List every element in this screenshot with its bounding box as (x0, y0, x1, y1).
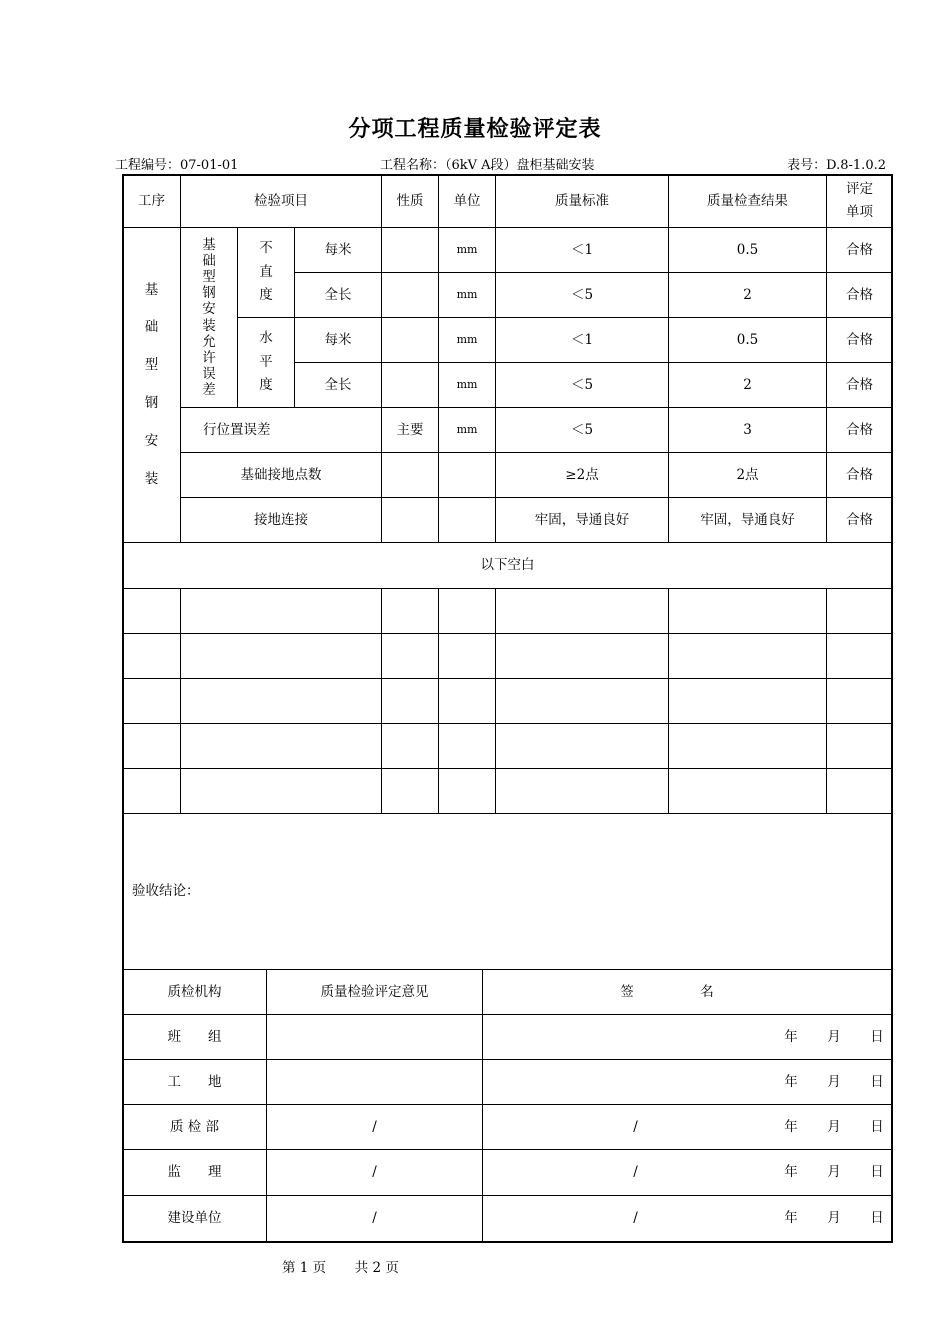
date-year: 年 (784, 1210, 798, 1227)
col-header-item: 检验项目 (254, 192, 308, 209)
process-name-char: 型 (144, 357, 159, 374)
row-divider (123, 723, 892, 724)
signoff-header-org: 质检机构 (167, 983, 222, 1000)
signoff-opinion-owner: / (372, 1210, 377, 1227)
col-header-result: 质量检查结果 (707, 192, 788, 209)
row6-result: 2点 (736, 466, 759, 483)
row1-item: 每米 (324, 241, 352, 258)
row2-result: 2 (743, 286, 752, 303)
group-label-char: 型 (202, 268, 216, 285)
date-month: 月 (827, 1028, 841, 1045)
row2-item: 全长 (324, 286, 352, 303)
group-label-char: 误 (202, 366, 216, 383)
subgroup-label-char: 水 (259, 330, 273, 347)
date-year: 年 (784, 1164, 798, 1181)
process-name-char: 础 (144, 319, 159, 336)
group-label-char: 装 (202, 317, 216, 334)
row7-unit (439, 498, 495, 542)
row1-eval: 合格 (846, 241, 873, 258)
signoff-header-opinion: 质量检验评定意见 (320, 983, 429, 1000)
col-divider (826, 588, 827, 813)
subgroup-label-char: 直 (259, 263, 273, 280)
row5-item: 行位置误差 (203, 421, 271, 438)
process-name (123, 228, 180, 542)
col-divider (381, 588, 382, 813)
row4-eval: 合格 (846, 376, 873, 393)
signoff-opinion-qc-dept: / (372, 1118, 377, 1135)
row6-item: 基础接地点数 (240, 466, 322, 483)
page-total: 共 2 页 (354, 1260, 399, 1276)
row5-eval: 合格 (846, 421, 873, 438)
row5-standard: ＜5 (570, 421, 594, 438)
row-divider (123, 633, 892, 634)
row1-unit: mm (456, 243, 478, 257)
col-header-process: 工序 (138, 192, 165, 209)
row7-eval: 合格 (846, 511, 873, 528)
process-name-char: 基 (144, 281, 159, 298)
row4-nature (382, 363, 438, 407)
signoff-sign-owner: / (633, 1210, 638, 1227)
date-year: 年 (784, 1073, 798, 1090)
page-title: 分项工程质量检验评定表 (348, 117, 602, 142)
group-label-char: 钢 (202, 285, 216, 302)
row2-unit: mm (456, 288, 478, 302)
form-number: 表号：D.8-1.0.2 (787, 158, 886, 173)
signoff-org-supervisor: 监 理 (167, 1164, 222, 1181)
row7-standard: 牢固，导通良好 (534, 511, 630, 528)
signoff-header-sign-a: 签 (620, 983, 634, 1000)
signoff-sign-qc-dept: / (633, 1118, 638, 1135)
project-number: 工程编号：07-01-01 (115, 158, 239, 173)
page-footer (282, 1256, 399, 1276)
process-name-char: 装 (144, 470, 159, 487)
blank-note: 以下空白 (480, 557, 535, 574)
process-name-char: 钢 (144, 395, 159, 411)
group-label-char: 许 (202, 349, 216, 366)
date-day: 日 (870, 1028, 884, 1045)
col-divider (668, 588, 669, 813)
row4-standard: ＜5 (570, 376, 594, 393)
date-month: 月 (827, 1118, 841, 1135)
signoff-sign-team (483, 1015, 788, 1059)
signoff-sign-supervisor: / (633, 1164, 638, 1181)
group-label-char: 础 (202, 252, 216, 269)
col-header-evaluation (827, 175, 892, 227)
col-header-unit: 单位 (453, 192, 481, 209)
col-divider (438, 588, 439, 813)
signoff-org-site: 工 地 (167, 1073, 222, 1090)
col-header-eval-line2: 单项 (846, 204, 873, 220)
group-label-tolerance (181, 228, 237, 407)
date-year: 年 (784, 1118, 798, 1135)
date-month: 月 (827, 1073, 841, 1090)
subgroup-label-char: 不 (259, 240, 273, 257)
group-label-char: 允 (202, 333, 216, 350)
signoff-org-team: 班 组 (167, 1028, 222, 1045)
row6-standard: ≥2点 (565, 466, 599, 483)
signoff-opinion-site (267, 1060, 482, 1104)
subgroup-label-levelness (238, 318, 294, 407)
subgroup-label-straightness (238, 228, 294, 317)
row6-eval: 合格 (846, 466, 873, 483)
signoff-org-owner: 建设单位 (167, 1210, 222, 1227)
signoff-sign-site (483, 1060, 788, 1104)
row5-unit: mm (456, 423, 478, 437)
signoff-opinion-supervisor: / (372, 1164, 377, 1181)
row2-nature (382, 273, 438, 317)
row7-result: 牢固，导通良好 (700, 511, 795, 528)
subgroup-label-char: 度 (259, 377, 273, 394)
group-label-char: 安 (202, 301, 216, 318)
row3-result: 0.5 (736, 331, 759, 348)
row2-eval: 合格 (846, 286, 873, 303)
page-number: 第 1 页 (282, 1260, 327, 1276)
row5-nature: 主要 (396, 421, 424, 438)
row4-item: 全长 (324, 376, 352, 393)
col-divider (180, 588, 181, 813)
date-month: 月 (827, 1164, 841, 1181)
col-header-eval-line1: 评定 (846, 181, 873, 198)
group-label-char: 差 (202, 382, 216, 399)
col-header-standard: 质量标准 (555, 192, 609, 209)
row1-result: 0.5 (736, 241, 759, 258)
row6-nature (382, 453, 438, 497)
date-day: 日 (870, 1073, 884, 1090)
row2-standard: ＜5 (570, 286, 594, 303)
row-divider (123, 678, 892, 679)
conclusion-label: 验收结论： (132, 883, 200, 900)
col-divider (495, 588, 496, 813)
process-name-char: 安 (144, 432, 159, 449)
row3-item: 每米 (324, 331, 352, 348)
row6-unit (439, 453, 495, 497)
row7-item: 接地连接 (254, 511, 308, 528)
row3-nature (382, 318, 438, 362)
col-header-nature: 性质 (396, 192, 424, 209)
date-day: 日 (870, 1118, 884, 1135)
project-name: 工程名称：（6kV A段）盘柜基础安装 (380, 158, 595, 173)
row3-standard: ＜1 (570, 331, 594, 348)
row-divider (123, 768, 892, 769)
signoff-opinion-team (267, 1015, 482, 1059)
row1-standard: ＜1 (570, 241, 594, 258)
date-day: 日 (870, 1210, 884, 1227)
row1-nature (382, 228, 438, 272)
date-day: 日 (870, 1164, 884, 1181)
row7-nature (382, 498, 438, 542)
signoff-org-qc-dept: 质 检 部 (169, 1118, 220, 1135)
row5-result: 3 (743, 421, 752, 438)
row3-unit: mm (456, 333, 478, 347)
date-month: 月 (827, 1210, 841, 1227)
date-year: 年 (784, 1028, 798, 1045)
row4-unit: mm (456, 378, 478, 392)
row-divider (123, 588, 892, 589)
group-label-char: 基 (202, 236, 216, 253)
row4-result: 2 (743, 376, 752, 393)
subgroup-label-char: 平 (259, 353, 273, 370)
subgroup-label-char: 度 (259, 287, 273, 304)
signoff-header-sign-b: 名 (700, 983, 714, 1000)
row3-eval: 合格 (846, 331, 873, 348)
